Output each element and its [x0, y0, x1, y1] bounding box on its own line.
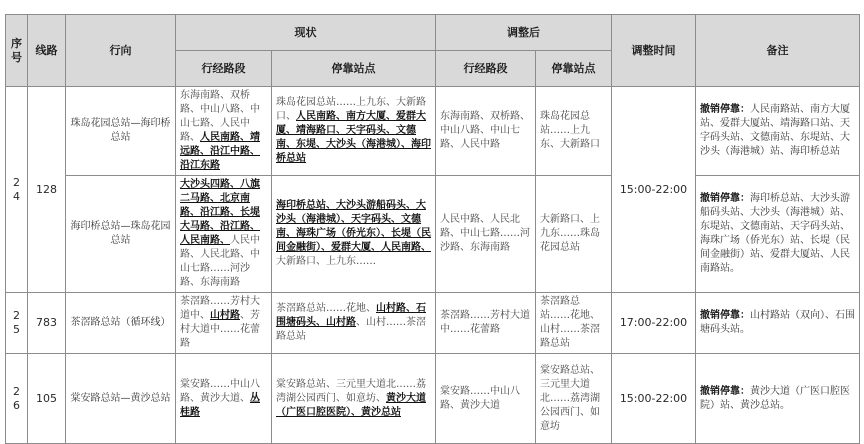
adjusted-route-cell: 东海南路、双桥路、中山八路、中山七路、人民中路 — [436, 87, 536, 176]
adjust-time-cell: 17:00-22:00 — [612, 293, 696, 354]
row-direction: 珠岛花园总站—海印桥总站 — [66, 87, 176, 176]
adjust-time-cell: 15:00-22:00 — [612, 354, 696, 444]
table-row — [6, 354, 860, 444]
adjusted-stops-cell: 茶滘路总站……花地、山村……茶滘路总站 — [536, 293, 612, 354]
current-route-cell: 茶滘路……芳村大道中、山村路、芳村大道中……花蕾路 — [176, 293, 272, 354]
header-adjusted-route: 行经路段 — [436, 51, 536, 87]
row-seq: 25 — [6, 293, 28, 354]
header-current-route: 行经路段 — [176, 51, 272, 87]
header-seq: 序号 — [6, 15, 28, 87]
route-adjustment-table — [5, 14, 860, 444]
row-direction: 茶滘路总站（循环线） — [66, 293, 176, 354]
table-row — [6, 176, 860, 293]
current-route-cell: 大沙头四路、八旗二马路、北京南路、沿江路、长堤大马路、沿江路、人民南路、人民中路、人民北路、中山七路……河沙路、东海南路 — [176, 176, 272, 293]
adjusted-route-cell: 茶滘路……芳村大道中……花蕾路 — [436, 293, 536, 354]
remarks-cell: 撤销停靠：黄沙大道（广医口腔医院）站、黄沙总站。 — [696, 354, 860, 444]
table-row — [6, 293, 860, 354]
row-direction: 海印桥总站—珠岛花园总站 — [66, 176, 176, 293]
row-direction: 棠安路总站—黄沙总站 — [66, 354, 176, 444]
current-stops-cell: 茶滘路总站……花地、山村路、石围塘码头、山村路、山村……茶滘路总站 — [272, 293, 436, 354]
row-seq: 26 — [6, 354, 28, 444]
table-row — [6, 87, 860, 176]
header-direction: 行向 — [66, 15, 176, 87]
row-line: 105 — [28, 354, 66, 444]
header-current-stops: 停靠站点 — [272, 51, 436, 87]
current-route-cell: 东海南路、双桥路、中山八路、中山七路、人民中路、人民南路、靖远路、沿江中路、沿江东路 — [176, 87, 272, 176]
adjusted-route-cell: 人民中路、人民北路、中山七路……河沙路、东海南路 — [436, 176, 536, 293]
row-line: 128 — [28, 87, 66, 293]
adjust-time-cell: 15:00-22:00 — [612, 87, 696, 293]
current-stops-cell: 海印桥总站、大沙头游船码头、大沙头（海港城）、天字码头、文德南、海珠广场（侨光东）、长堤（民间金融街）、爱群大厦、人民南路、大新路口、上九东…… — [272, 176, 436, 293]
adjusted-stops-cell: 棠安路总站、三元里大道北……荔湾湖公园西门、如意坊 — [536, 354, 612, 444]
header-adjust-time: 调整时间 — [612, 15, 696, 87]
header-line: 线路 — [28, 15, 66, 87]
current-stops-cell: 棠安路总站、三元里大道北……荔湾湖公园西门、如意坊、黄沙大道（广医口腔医院）、黄沙总站 — [272, 354, 436, 444]
remarks-cell: 撤销停靠：人民南路站、南方大厦站、爱群大厦站、靖海路口站、天字码头站、文德南站、东堤站、大沙头（海港城）站、海印桥总站 — [696, 87, 860, 176]
remarks-cell: 撤销停靠：山村路站（双向）、石围塘码头站。 — [696, 293, 860, 354]
remarks-cell: 撤销停靠：海印桥总站、大沙头游船码头站、大沙头（海港城）站、东堤站、文德南站、天字码头站、海珠广场（侨光东）站、长堤（民间金融街）站、爱群大厦站、人民南路站。 — [696, 176, 860, 293]
current-stops-cell: 珠岛花园总站……上九东、大新路口、人民南路、南方大厦、爱群大厦、靖海路口、天字码头、文德南、东堤、大沙头（海港城）、海印桥总站 — [272, 87, 436, 176]
adjusted-stops-cell: 珠岛花园总站……上九东、大新路口 — [536, 87, 612, 176]
current-route-cell: 棠安路……中山八路、黄沙大道、丛桂路 — [176, 354, 272, 444]
header-adjusted: 调整后 — [436, 15, 612, 51]
row-seq: 24 — [6, 87, 28, 293]
row-line: 783 — [28, 293, 66, 354]
adjusted-route-cell: 棠安路……中山八路、黄沙大道 — [436, 354, 536, 444]
header-adjusted-stops: 停靠站点 — [536, 51, 612, 87]
header-remarks: 备注 — [696, 15, 860, 87]
adjusted-stops-cell: 大新路口、上九东……珠岛花园总站 — [536, 176, 612, 293]
header-current: 现状 — [176, 15, 436, 51]
